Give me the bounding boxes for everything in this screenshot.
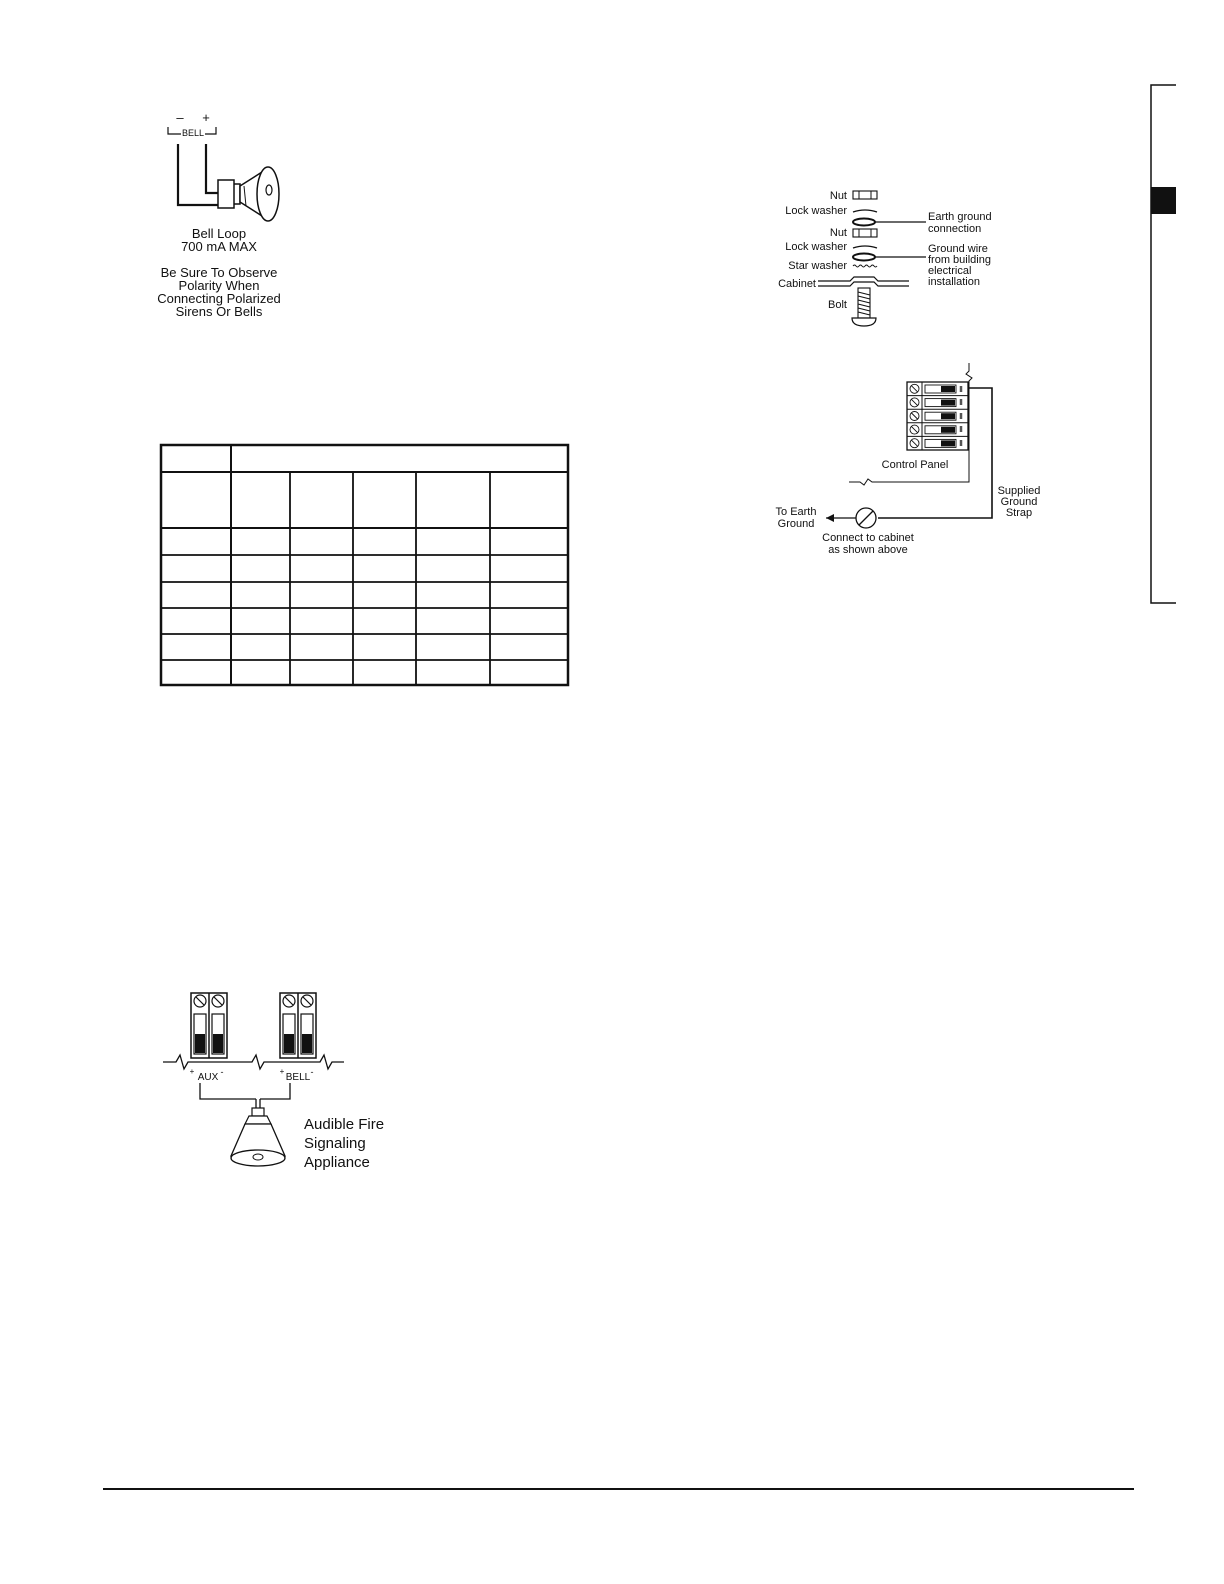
bell-plus-label: + [202, 110, 210, 125]
ground-wire-label-line-2: from building [928, 254, 991, 266]
earth-ground-label-line-2: connection [928, 223, 982, 235]
lock-washer-mid-label: Lock washer [785, 241, 847, 253]
nut-mid-label: Nut [829, 227, 847, 239]
bolt-label: Bolt [828, 299, 847, 311]
bell-loop-max-label: 700 mA MAX [181, 239, 257, 254]
cabinet-label: Cabinet [778, 278, 816, 290]
bell-wiring-diagram [157, 110, 281, 319]
appliance-label-line-3: Appliance [304, 1154, 370, 1171]
polarity-note-line-2: Polarity When [178, 278, 260, 293]
audible-appliance-icon [231, 1108, 285, 1166]
bell-minus-label: - [310, 1067, 314, 1077]
cabinet-wall-icon [818, 277, 909, 286]
nut-top-label: Nut [829, 190, 847, 202]
bell-loop-label: Bell Loop [191, 226, 247, 241]
aux-terminal-label: AUX [197, 1072, 219, 1083]
lock-washer-top-label: Lock washer [785, 205, 847, 217]
arrow-left-icon [826, 514, 834, 522]
polarity-note-line-1: Be Sure To Observe [160, 265, 278, 280]
bell-wire [260, 1083, 290, 1099]
control-panel-terminal-block [907, 382, 968, 450]
cabinet-screw-icon [856, 508, 876, 528]
aux-minus-label: - [220, 1067, 224, 1077]
lock-washer-top-icon [853, 210, 877, 212]
nut-top-icon [853, 191, 877, 199]
table-border [161, 445, 568, 685]
ground-wire-label-line-3: electrical [928, 265, 972, 277]
polarity-note-line-3: Connecting Polarized [157, 291, 281, 306]
appliance-leads [256, 1099, 260, 1108]
to-earth-label-line-1: To Earth [775, 506, 817, 518]
earth-ground-label-line-1: Earth ground [928, 211, 992, 223]
star-washer-label: Star washer [788, 260, 847, 272]
connect-cabinet-label-line-2: as shown above [828, 544, 908, 556]
star-washer-icon [853, 265, 877, 267]
ground-wire-label-line-1: Ground wire [928, 243, 988, 255]
ground-strap-diagram [776, 363, 1041, 556]
bell-terminal-label: BELL [181, 128, 205, 138]
section-side-bracket [1151, 85, 1176, 603]
ground-wire-ring-icon [853, 254, 875, 261]
appliance-label-line-1: Audible Fire [304, 1116, 385, 1133]
polarity-note-line-4: Sirens Or Bells [175, 304, 263, 319]
appliance-label-line-2: Signaling [304, 1135, 366, 1152]
aux-terminal-block [191, 993, 227, 1058]
nut-mid-icon [853, 229, 877, 237]
to-earth-label-line-2: Ground [777, 518, 815, 530]
ground-hardware-diagram [778, 190, 992, 326]
bell-negative-wire [178, 144, 218, 205]
wire-gauge-table [161, 445, 568, 685]
lock-washer-mid-icon [853, 246, 877, 248]
bell-minus-label: – [176, 110, 184, 125]
bell-terminal-block [280, 993, 316, 1058]
connect-cabinet-label-line-1: Connect to cabinet [822, 532, 914, 544]
earth-ground-ring-icon [853, 219, 875, 226]
aux-wire [200, 1083, 256, 1099]
bell-plus-label: + [279, 1067, 285, 1076]
section-tab-marker [1151, 187, 1176, 214]
aux-plus-label: + [189, 1067, 195, 1076]
ground-wire-label-line-4: installation [928, 276, 980, 288]
horn-siren-icon [218, 167, 279, 221]
fire-appliance-diagram [163, 993, 384, 1171]
supplied-strap-label-line-1: Supplied [997, 485, 1041, 497]
control-panel-label: Control Panel [881, 459, 949, 471]
supplied-strap-label-line-2: Ground [1000, 496, 1038, 508]
fire-bell-terminal-label: BELL [285, 1072, 311, 1083]
bolt-icon [852, 288, 876, 326]
supplied-strap-label-line-3: Strap [1005, 507, 1033, 519]
